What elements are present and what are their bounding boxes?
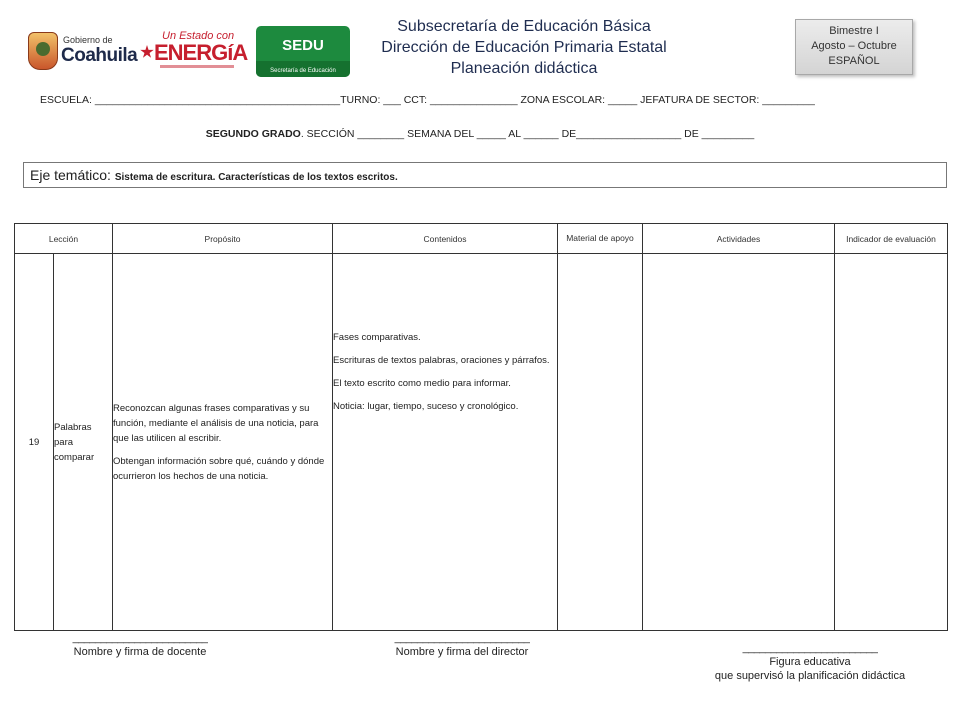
eje-tematico-label: Eje temático:	[30, 167, 115, 183]
signature-director	[362, 631, 562, 659]
table-row	[15, 254, 948, 631]
grade-label: SEGUNDO GRADO	[205, 128, 301, 140]
star-icon	[140, 45, 154, 59]
signature-figura-educativa	[690, 641, 930, 683]
bimestre-subject: ESPAÑOL	[828, 55, 880, 67]
title-direccion: Dirección de Educación Primaria Estatal	[381, 39, 667, 56]
header-actividades: Actividades	[643, 224, 835, 254]
coahuila-logo-text: Coahuila	[61, 45, 138, 66]
title-planeacion: Planeación didáctica	[450, 60, 598, 77]
title-subsecretaria: Subsecretaría de Educación Básica	[397, 18, 651, 35]
header-indicador: Indicador de evaluación	[835, 224, 948, 254]
proposito-cell	[113, 254, 333, 631]
actividades-cell	[643, 254, 835, 631]
coahuila-logo-small-text: Gobierno de	[63, 35, 113, 45]
planning-table	[14, 223, 948, 631]
document-title	[360, 16, 688, 79]
eje-tematico-value: Sistema de escritura. Características de los textos escritos.	[114, 172, 398, 183]
energia-logo-tagline-bar	[160, 65, 234, 68]
material-cell	[558, 254, 643, 631]
signature-line: ________________________	[742, 642, 878, 654]
signature-docente-label: Nombre y firma de docente	[73, 646, 207, 658]
grade-info-line	[0, 128, 960, 140]
signature-figura-label: Figura educativa	[769, 656, 851, 668]
lesson-title-cell: Palabras para comparar	[54, 254, 113, 631]
sedu-logo	[256, 26, 350, 77]
proposito-item: Obtengan información sobre qué, cuándo y dónde ocurrieron los hechos de una noticia.	[113, 455, 325, 482]
signature-figura-sublabel: que supervisó la planificación didáctica	[714, 670, 906, 682]
header-material: Material de apoyo	[558, 224, 643, 254]
estado-energia-logo	[140, 30, 248, 72]
header-leccion: Lección	[15, 224, 113, 254]
table-header-row	[15, 224, 948, 254]
header-contenidos: Contenidos	[333, 224, 558, 254]
indicador-cell	[835, 254, 948, 631]
contenido-item: Noticia: lugar, tiempo, suceso y cronológico.	[333, 401, 519, 412]
signature-line: ________________________	[394, 632, 530, 644]
sedu-logo-subtext: Secretaría de Educación	[270, 68, 336, 74]
school-info-line: ESCUELA: __________________________________________TURNO: ___ CCT: _______________ ZONA ESCOLAR: _____ JEFATURA DE SECTOR: _________	[40, 94, 815, 106]
signature-director-label: Nombre y firma del director	[395, 646, 529, 658]
contenidos-cell	[333, 254, 558, 631]
coahuila-seal-icon	[28, 32, 58, 70]
contenido-item: Escrituras de textos palabras, oraciones y párrafos.	[333, 355, 550, 366]
eje-tematico-box	[23, 162, 947, 188]
header-proposito: Propósito	[113, 224, 333, 254]
grade-info-rest: . SECCIÓN ________ SEMANA DEL _____ AL ______ DE__________________ DE _________	[300, 128, 755, 140]
bimestre-months: Agosto – Octubre	[811, 40, 897, 52]
signature-line: ________________________	[72, 632, 208, 644]
bimestre-badge	[795, 19, 913, 75]
energia-logo-text: ENERGíA	[154, 40, 248, 65]
contenido-item: El texto escrito como medio para informar.	[333, 378, 511, 389]
contenido-item: Fases comparativas.	[333, 332, 421, 343]
energia-logo-top-text: Un Estado con	[162, 30, 235, 42]
lesson-number-cell: 19	[15, 254, 54, 631]
bimestre-label: Bimestre I	[829, 25, 879, 37]
sedu-logo-text: SEDU	[282, 37, 324, 54]
proposito-item: Reconozcan algunas frases comparativas y su función, mediante el análisis de una noticia, para que las utilicen al escribir.	[113, 402, 319, 444]
gobierno-coahuila-logo	[28, 32, 138, 70]
signature-docente	[40, 631, 240, 659]
